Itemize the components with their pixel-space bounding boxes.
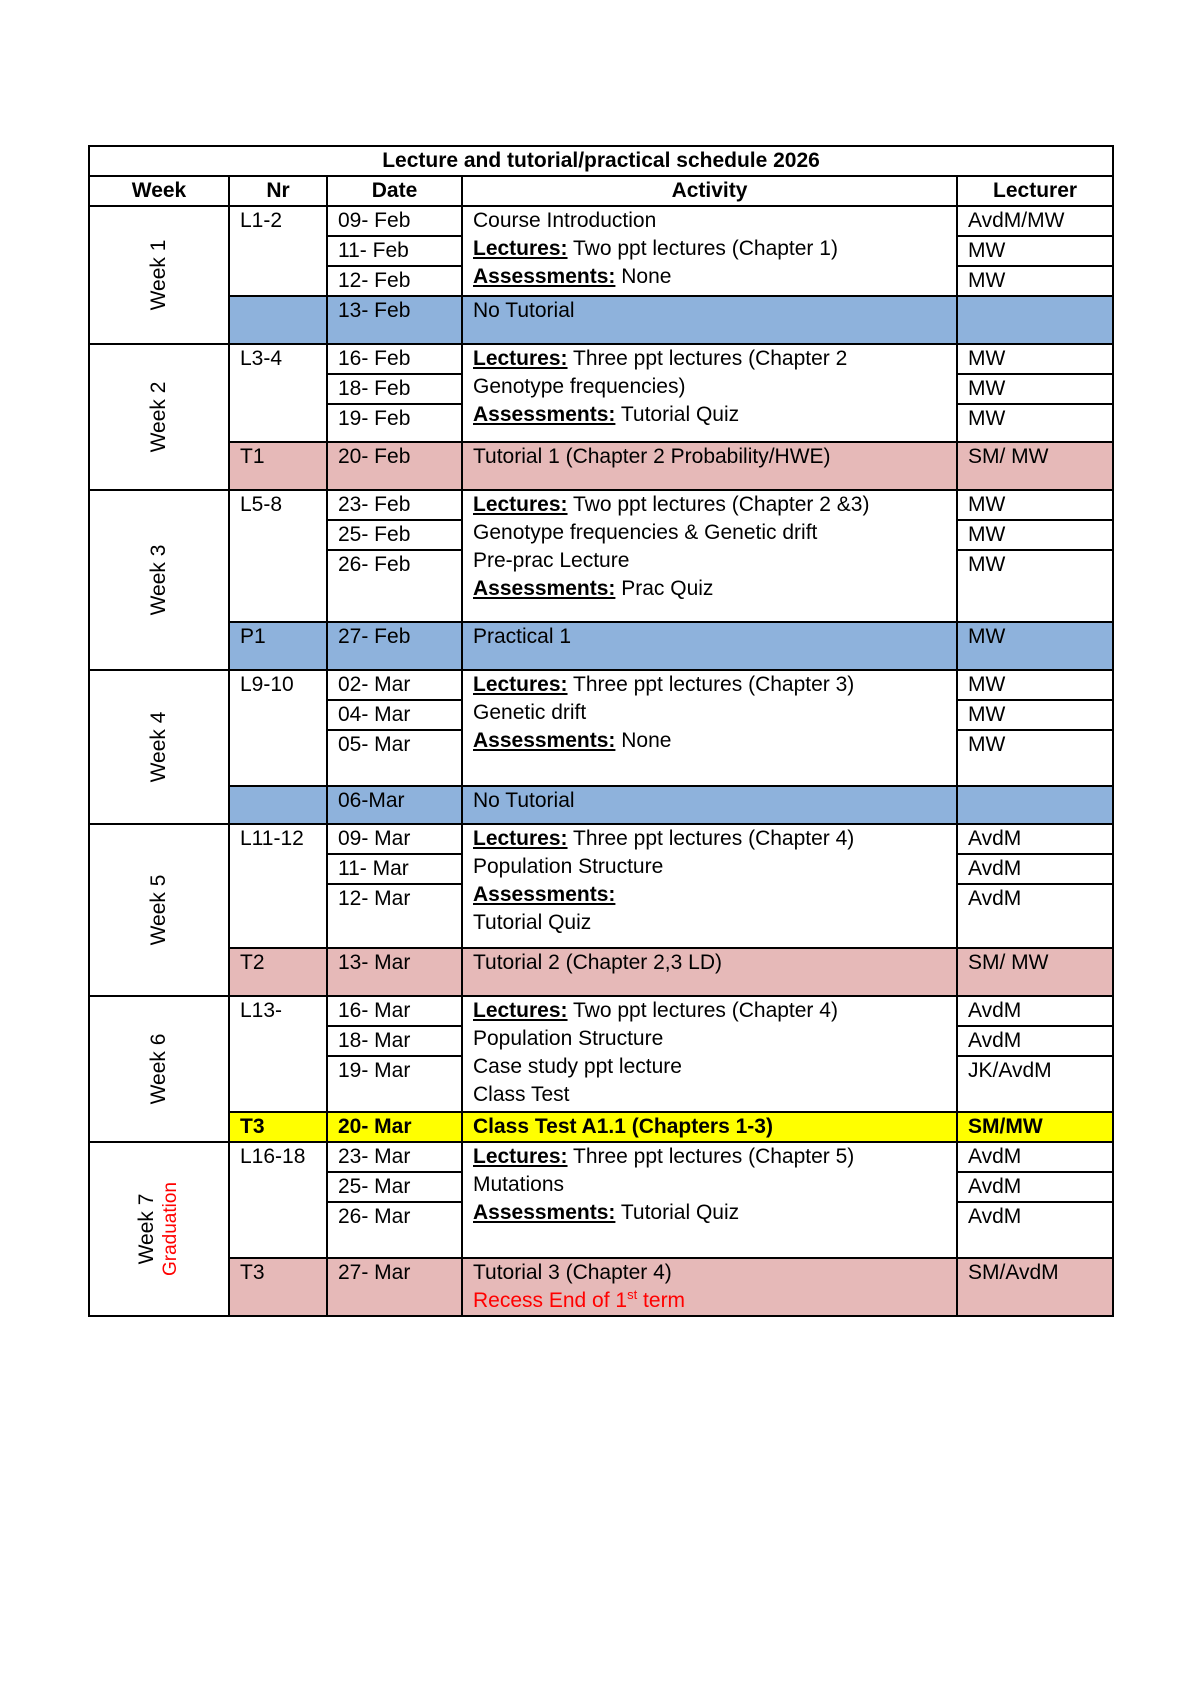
table-row xyxy=(89,206,1113,236)
date-cell: 04- Mar xyxy=(327,700,462,730)
lecturer-cell: MW xyxy=(957,404,1113,442)
lecturer-cell: MW xyxy=(957,730,1113,786)
lectures-text: Three ppt lectures (Chapter 5) xyxy=(567,1145,855,1168)
date-cell: 25- Mar xyxy=(327,1172,462,1202)
date-cell: 11- Mar xyxy=(327,854,462,884)
lecturer-cell: AvdM xyxy=(957,1202,1113,1258)
date-cell: 13- Feb xyxy=(327,296,462,344)
table-row xyxy=(89,670,1113,700)
recess-note xyxy=(473,1287,946,1315)
lectures-label: Lectures: xyxy=(473,827,568,850)
week-name: Week 5 xyxy=(147,874,170,946)
lectures-label: Lectures: xyxy=(473,493,568,516)
activity-line xyxy=(473,1143,946,1171)
lecturer-cell: AvdM/MW xyxy=(957,206,1113,236)
assessments-text: Tutorial Quiz xyxy=(615,403,740,426)
table-row-yellow xyxy=(89,1112,1113,1142)
table-row xyxy=(89,824,1113,854)
lecturer-cell: SM/ MW xyxy=(957,948,1113,996)
lecturer-cell: AvdM xyxy=(957,824,1113,854)
week-cell xyxy=(89,490,229,670)
activity-line xyxy=(473,1025,946,1053)
date-cell: 19- Feb xyxy=(327,404,462,442)
lecture-nr: L11-12 xyxy=(229,824,327,948)
schedule-body xyxy=(89,206,1113,1316)
date-cell: 18- Feb xyxy=(327,374,462,404)
activity-cell xyxy=(462,824,957,948)
lecturer-cell: SM/MW xyxy=(957,1112,1113,1142)
date-cell: 23- Mar xyxy=(327,1142,462,1172)
lectures-label: Lectures: xyxy=(473,347,568,370)
activity-text: Class Test xyxy=(473,1083,570,1106)
activity-line xyxy=(473,1199,946,1227)
week-label xyxy=(135,1182,183,1276)
lecturer-cell xyxy=(957,296,1113,344)
table-row xyxy=(89,344,1113,374)
date-cell: 11- Feb xyxy=(327,236,462,266)
assessments-label: Assessments: xyxy=(473,883,616,906)
lectures-text: Two ppt lectures (Chapter 1) xyxy=(567,237,838,260)
lecturer-cell: MW xyxy=(957,236,1113,266)
activity-line xyxy=(473,345,946,373)
recess-text: Recess End of 1 xyxy=(473,1289,628,1312)
lecturer-cell: AvdM xyxy=(957,1026,1113,1056)
week-name: Week 3 xyxy=(147,544,170,616)
lectures-text: Two ppt lectures (Chapter 2 &3) xyxy=(567,493,870,516)
table-title: Lecture and tutorial/practical schedule 2026 xyxy=(89,146,1113,176)
activity-text: Tutorial 3 (Chapter 4) xyxy=(473,1261,672,1284)
lecturer-cell: AvdM xyxy=(957,884,1113,948)
week-cell xyxy=(89,996,229,1142)
header-nr: Nr xyxy=(229,176,327,206)
activity-text: Population Structure xyxy=(473,855,664,878)
activity-line xyxy=(473,235,946,263)
activity-line xyxy=(473,575,946,603)
header-lecturer: Lecturer xyxy=(957,176,1113,206)
activity-cell xyxy=(462,622,957,670)
table-row-blue xyxy=(89,786,1113,824)
week-label xyxy=(147,545,171,616)
activity-text: Tutorial Quiz xyxy=(473,911,592,934)
week-label xyxy=(147,382,171,453)
date-cell: 27- Mar xyxy=(327,1258,462,1316)
header-date: Date xyxy=(327,176,462,206)
table-row-blue xyxy=(89,296,1113,344)
activity-line xyxy=(473,1053,946,1081)
header-week: Week xyxy=(89,176,229,206)
week-cell xyxy=(89,1142,229,1316)
activity-cell xyxy=(462,442,957,490)
week-name: Week 2 xyxy=(147,381,170,453)
lecture-nr: L9-10 xyxy=(229,670,327,786)
assessments-text: Tutorial Quiz xyxy=(615,1201,740,1224)
date-cell: 20- Feb xyxy=(327,442,462,490)
date-cell: 18- Mar xyxy=(327,1026,462,1056)
week-name: Week 7 xyxy=(135,1193,158,1265)
activity-line xyxy=(473,671,946,699)
activity-cell xyxy=(462,490,957,622)
session-nr xyxy=(229,296,327,344)
date-cell: 26- Mar xyxy=(327,1202,462,1258)
lecturer-cell: MW xyxy=(957,344,1113,374)
week-label xyxy=(147,1034,171,1105)
lectures-label: Lectures: xyxy=(473,1145,568,1168)
assessments-text: None xyxy=(615,729,672,752)
lecturer-cell xyxy=(957,786,1113,824)
activity-text: Tutorial 1 (Chapter 2 Probability/HWE) xyxy=(473,445,831,468)
activity-line xyxy=(473,1171,946,1199)
lectures-label: Lectures: xyxy=(473,673,568,696)
activity-line xyxy=(473,727,946,755)
table-row xyxy=(89,490,1113,520)
lecturer-cell: MW xyxy=(957,374,1113,404)
activity-text: Mutations xyxy=(473,1173,565,1196)
activity-cell xyxy=(462,948,957,996)
activity-cell xyxy=(462,206,957,296)
activity-text: Course Introduction xyxy=(473,209,657,232)
activity-cell xyxy=(462,296,957,344)
session-nr xyxy=(229,786,327,824)
recess-suffix: term xyxy=(637,1289,686,1312)
session-nr: T3 xyxy=(229,1258,327,1316)
lecturer-cell: MW xyxy=(957,700,1113,730)
assessments-label: Assessments: xyxy=(473,577,616,600)
activity-line xyxy=(473,207,946,235)
activity-cell xyxy=(462,344,957,442)
lecturer-cell: AvdM xyxy=(957,996,1113,1026)
activity-cell xyxy=(462,1112,957,1142)
activity-line xyxy=(473,401,946,429)
week-cell xyxy=(89,344,229,490)
week-cell xyxy=(89,670,229,824)
activity-cell xyxy=(462,1142,957,1258)
activity-text: Pre-prac Lecture xyxy=(473,549,630,572)
week-name: Week 6 xyxy=(147,1033,170,1105)
lectures-text: Three ppt lectures (Chapter 4) xyxy=(567,827,855,850)
activity-text: Genetic drift xyxy=(473,701,587,724)
activity-line xyxy=(473,699,946,727)
activity-line xyxy=(473,1081,946,1109)
assessments-label: Assessments: xyxy=(473,265,616,288)
week-name: Week 4 xyxy=(147,711,170,783)
date-cell: 16- Mar xyxy=(327,996,462,1026)
lecture-nr: L5-8 xyxy=(229,490,327,622)
lecturer-cell: SM/AvdM xyxy=(957,1258,1113,1316)
activity-cell xyxy=(462,786,957,824)
lectures-text: Three ppt lectures (Chapter 3) xyxy=(567,673,855,696)
week-cell xyxy=(89,206,229,344)
date-cell: 12- Feb xyxy=(327,266,462,296)
assessments-label: Assessments: xyxy=(473,729,616,752)
date-cell: 19- Mar xyxy=(327,1056,462,1112)
lecturer-cell: SM/ MW xyxy=(957,442,1113,490)
lecture-nr: L16-18 xyxy=(229,1142,327,1258)
activity-text: Tutorial 2 (Chapter 2,3 LD) xyxy=(473,951,722,974)
date-cell: 02- Mar xyxy=(327,670,462,700)
lecturer-cell: MW xyxy=(957,622,1113,670)
session-nr: T1 xyxy=(229,442,327,490)
activity-line xyxy=(473,373,946,401)
lecturer-cell: MW xyxy=(957,670,1113,700)
lecturer-cell: MW xyxy=(957,550,1113,622)
date-cell: 20- Mar xyxy=(327,1112,462,1142)
activity-text: Class Test A1.1 (Chapters 1-3) xyxy=(473,1115,773,1138)
activity-text: Genotype frequencies) xyxy=(473,375,686,398)
lecturer-cell: MW xyxy=(957,520,1113,550)
date-cell: 05- Mar xyxy=(327,730,462,786)
week-cell xyxy=(89,824,229,996)
lecture-nr: L13- xyxy=(229,996,327,1112)
activity-line xyxy=(473,263,946,291)
activity-line xyxy=(473,519,946,547)
date-cell: 13- Mar xyxy=(327,948,462,996)
activity-line xyxy=(473,547,946,575)
lecturer-cell: AvdM xyxy=(957,1172,1113,1202)
activity-line xyxy=(473,491,946,519)
week-sublabel: Graduation xyxy=(160,1181,181,1277)
date-cell: 25- Feb xyxy=(327,520,462,550)
schedule-table xyxy=(88,145,1114,1317)
week-name: Week 1 xyxy=(147,239,170,311)
activity-line xyxy=(473,909,946,937)
session-nr: T3 xyxy=(229,1112,327,1142)
activity-text: No Tutorial xyxy=(473,299,575,322)
table-row xyxy=(89,996,1113,1026)
lecture-nr: L1-2 xyxy=(229,206,327,296)
table-row-pink xyxy=(89,442,1113,490)
table-row-pink xyxy=(89,948,1113,996)
week-label xyxy=(147,240,171,311)
date-cell: 09- Feb xyxy=(327,206,462,236)
date-cell: 26- Feb xyxy=(327,550,462,622)
assessments-text: None xyxy=(615,265,672,288)
lectures-label: Lectures: xyxy=(473,237,568,260)
session-nr: P1 xyxy=(229,622,327,670)
activity-text: Population Structure xyxy=(473,1027,664,1050)
table-row-pink xyxy=(89,1258,1113,1316)
session-nr: T2 xyxy=(229,948,327,996)
assessments-text: Prac Quiz xyxy=(615,577,714,600)
header-activity: Activity xyxy=(462,176,957,206)
lectures-label: Lectures: xyxy=(473,999,568,1022)
activity-text: Case study ppt lecture xyxy=(473,1055,682,1078)
date-cell: 12- Mar xyxy=(327,884,462,948)
date-cell: 23- Feb xyxy=(327,490,462,520)
activity-text: No Tutorial xyxy=(473,789,575,812)
activity-text: Practical 1 xyxy=(473,625,572,648)
assessments-label: Assessments: xyxy=(473,403,616,426)
activity-cell xyxy=(462,670,957,786)
lectures-text: Two ppt lectures (Chapter 4) xyxy=(567,999,838,1022)
date-cell: 16- Feb xyxy=(327,344,462,374)
lecture-nr: L3-4 xyxy=(229,344,327,442)
lecturer-cell: AvdM xyxy=(957,854,1113,884)
activity-text: Genotype frequencies & Genetic drift xyxy=(473,521,818,544)
activity-line xyxy=(473,853,946,881)
week-label xyxy=(147,712,171,783)
recess-sup: st xyxy=(627,1287,638,1302)
activity-line xyxy=(473,825,946,853)
assessments-label: Assessments: xyxy=(473,1201,616,1224)
date-cell: 06-Mar xyxy=(327,786,462,824)
activity-cell xyxy=(462,996,957,1112)
date-cell: 27- Feb xyxy=(327,622,462,670)
table-row-blue xyxy=(89,622,1113,670)
table-row xyxy=(89,1142,1113,1172)
lecturer-cell: MW xyxy=(957,266,1113,296)
activity-line xyxy=(473,997,946,1025)
lecturer-cell: AvdM xyxy=(957,1142,1113,1172)
lectures-text: Three ppt lectures (Chapter 2 xyxy=(567,347,848,370)
date-cell: 09- Mar xyxy=(327,824,462,854)
lecturer-cell: JK/AvdM xyxy=(957,1056,1113,1112)
activity-cell xyxy=(462,1258,957,1316)
week-label xyxy=(147,875,171,946)
activity-line xyxy=(473,881,946,909)
lecturer-cell: MW xyxy=(957,490,1113,520)
